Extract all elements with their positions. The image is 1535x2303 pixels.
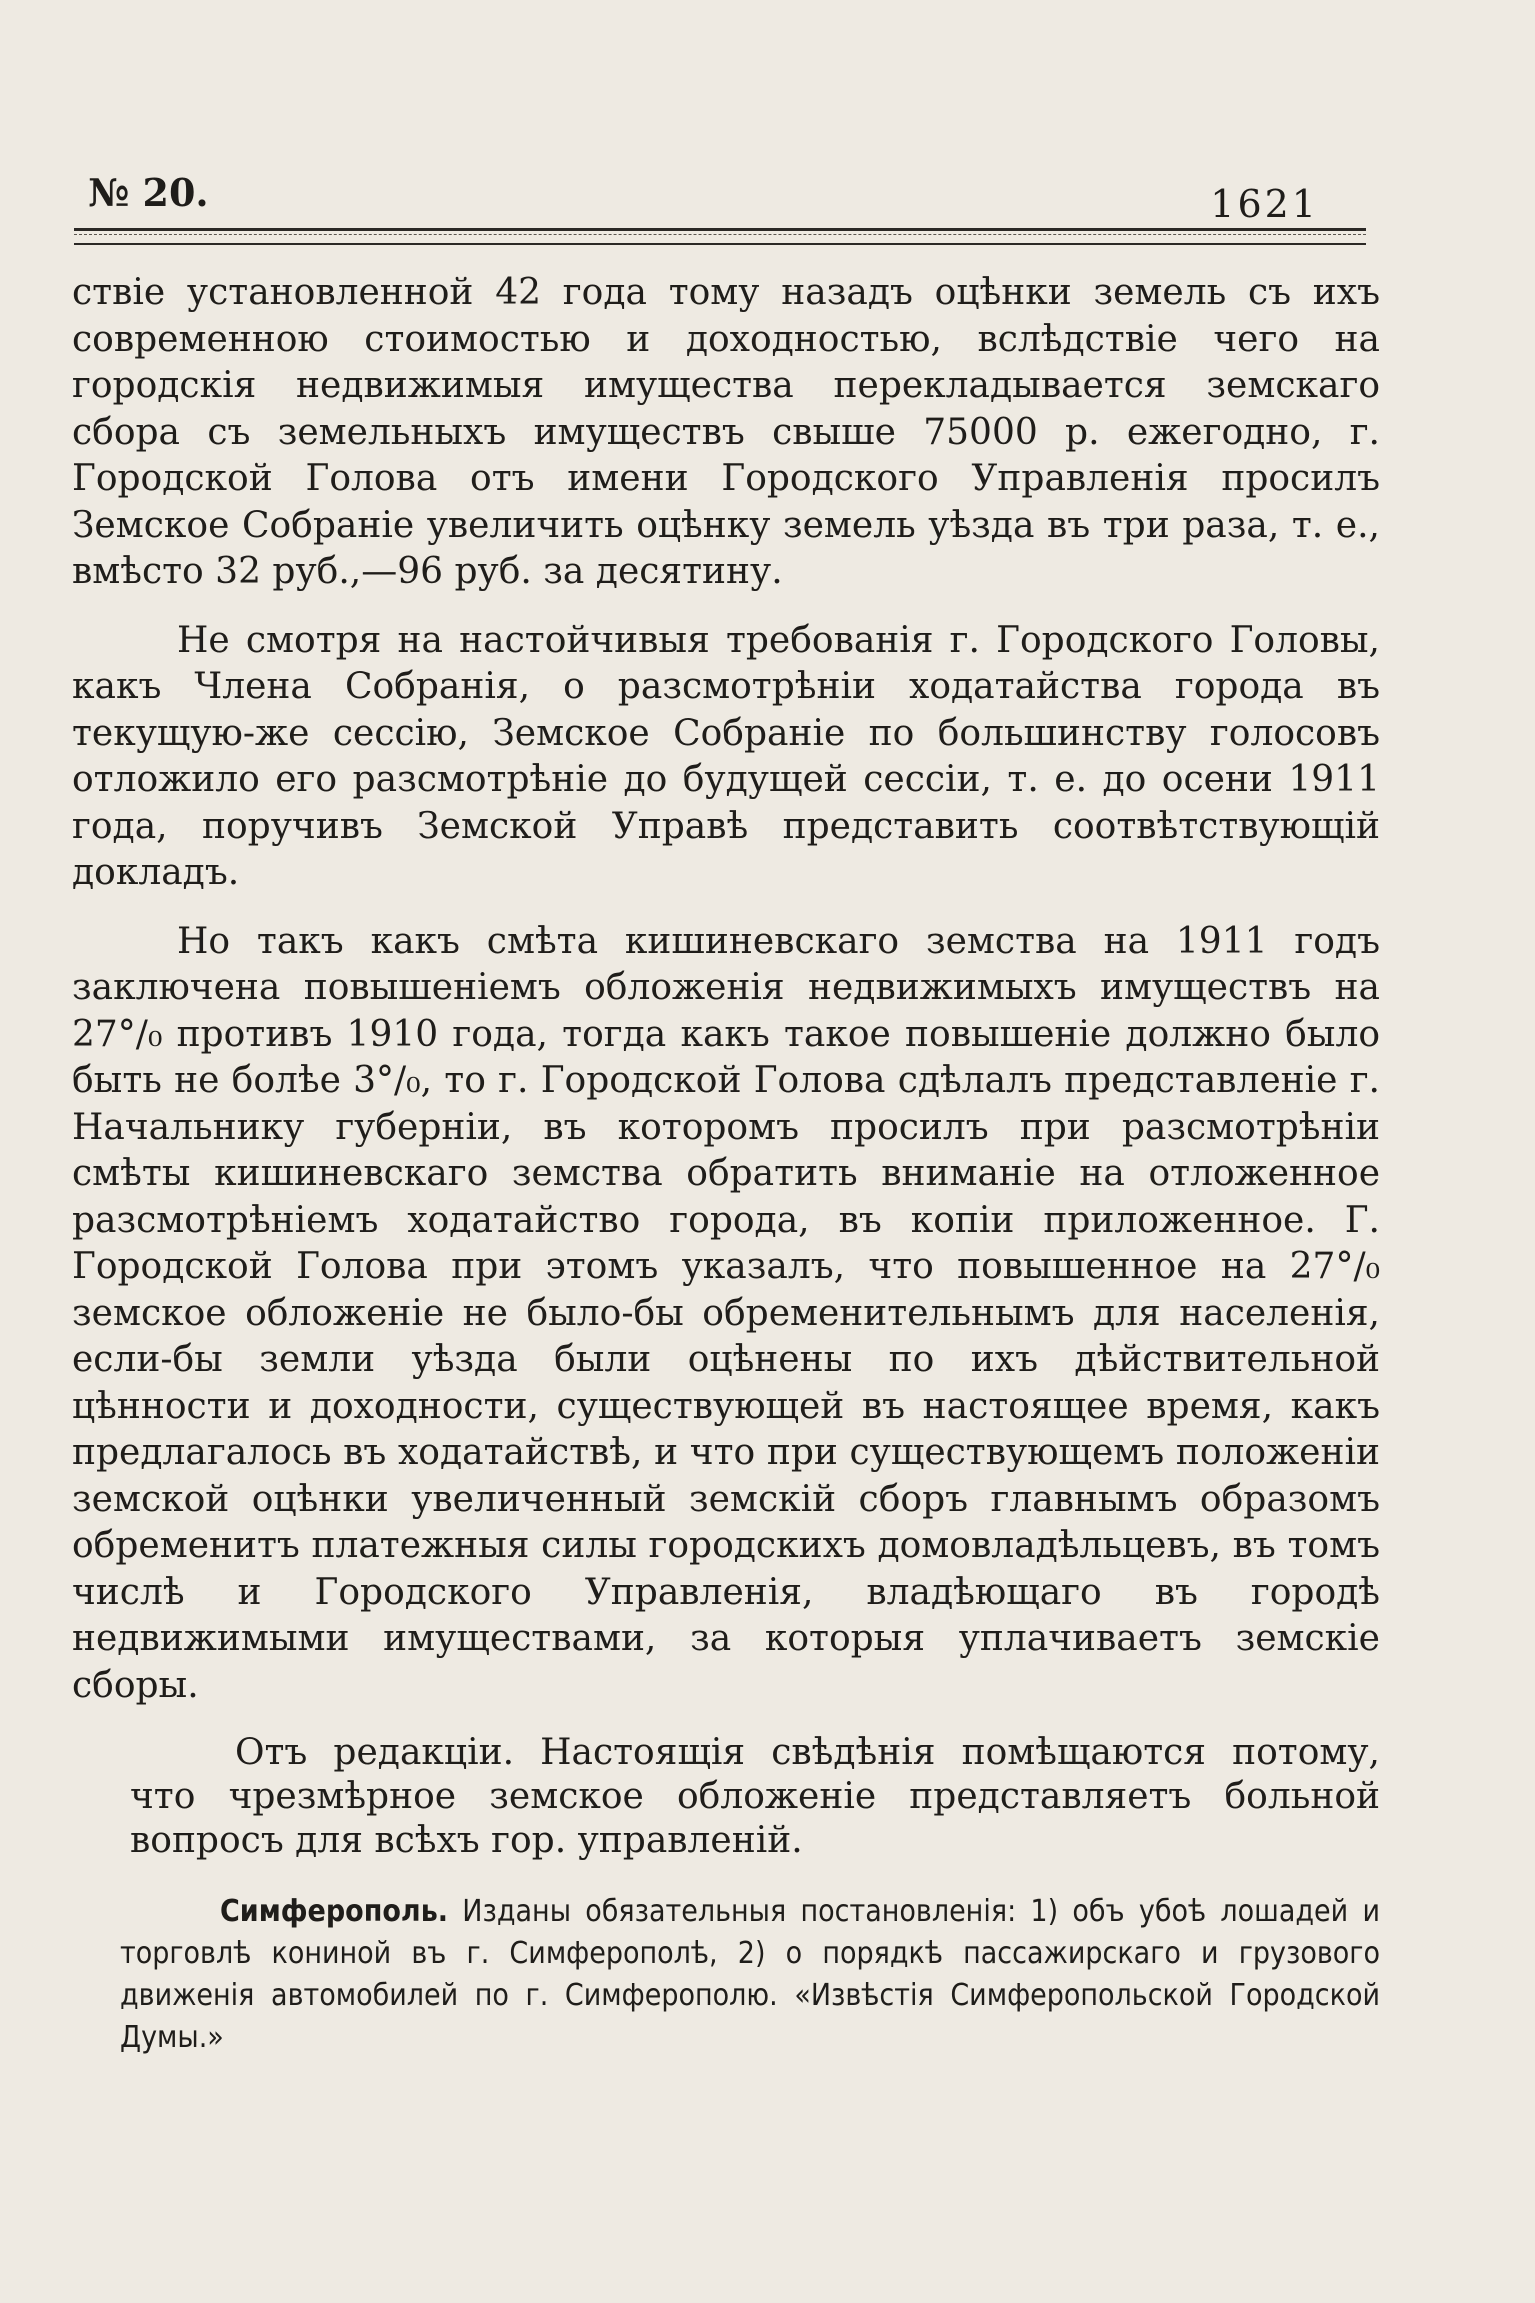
paragraph-budget: Но такъ какъ смѣта кишиневскаго земства на 1911 годъ заключена повышеніемъ обложенія недвижимыхъ имуществъ на 27°/₀ противъ 1910 года, тогда какъ такое повышеніе должно было быть не болѣе 3°/₀, то г. Городской Голова сдѣлалъ представленіе г. Начальнику губерніи, въ которомъ просилъ при разсмотрѣніи смѣты кишиневскаго земства обратить вниманіе на отложенное разсмотрѣніемъ ходатайство города, въ копіи приложенное. Г. Городской Голова при этомъ указалъ, что повышенное на 27°/₀ земское обложеніе не было-бы обременительнымъ для населенія, если-бы земли уѣзда были оцѣнены по ихъ дѣйствительной цѣнности и доходности, существующей въ настоящее время, какъ предлагалось въ ходатайствѣ, и что при существующемъ положеніи земской оцѣнки увеличенный земскій сборъ главнымъ образомъ обременитъ платежныя силы городскихъ домовладѣльцевъ, въ томъ числѣ и Городского Управленія, владѣющаго въ городѣ недвижимыми имуществами, за которыя уплачиваетъ земскіе сборы.	[72, 920, 1380, 1706]
header-rule	[74, 228, 1366, 245]
issue-number: № 20.	[88, 170, 209, 215]
paragraph-session: Не смотря на настойчивыя требованія г. Городского Головы, какъ Члена Собранія, о разсмотрѣніи ходатайства города въ текущую-же сессію, Земское Собраніе по большинству голосовъ отложило его разсмотрѣніе до будущей сессіи, т. е. до осени 1911 года, поручивъ Земской Управѣ представить соотвѣтствующій докладъ.	[72, 619, 1380, 893]
editorial-note: Отъ редакціи. Настоящія свѣдѣнія помѣщаются потому, что чрезмѣрное земское обложеніе представляетъ больной вопросъ для всѣхъ гор. управленій.	[130, 1732, 1380, 1861]
paragraph-continuation: ствіе установленной 42 года тому назадъ оцѣнки земель съ ихъ современною стоимостью и доходностью, вслѣдствіе чего на городскія недвижимыя имущества перекладывается земскаго сбора съ земельныхъ имуществъ свыше 75000 р. ежегодно, г. Городской Голова отъ имени Городского Управленія просилъ Земское Собраніе увеличить оцѣнку земель уѣзда въ три раза, т. е., вмѣсто 32 руб.,—96 руб. за десятину.	[72, 272, 1380, 592]
news-text: Изданы обязательныя постановленія: 1) объ убоѣ лошадей и торговлѣ кониной въ г. Симферополѣ, 2) о порядкѣ пассажирскаго и грузового движенія автомобилей по г. Симферополю. «Извѣстія Симферопольской Городской Думы.»	[120, 1894, 1380, 2055]
news-city: Симферополь.	[220, 1894, 449, 1929]
header-rule-ornament	[74, 234, 1366, 235]
page-number: 1621	[1210, 182, 1319, 226]
article-body	[72, 270, 1380, 2059]
news-item-simferopol	[120, 1891, 1380, 2059]
